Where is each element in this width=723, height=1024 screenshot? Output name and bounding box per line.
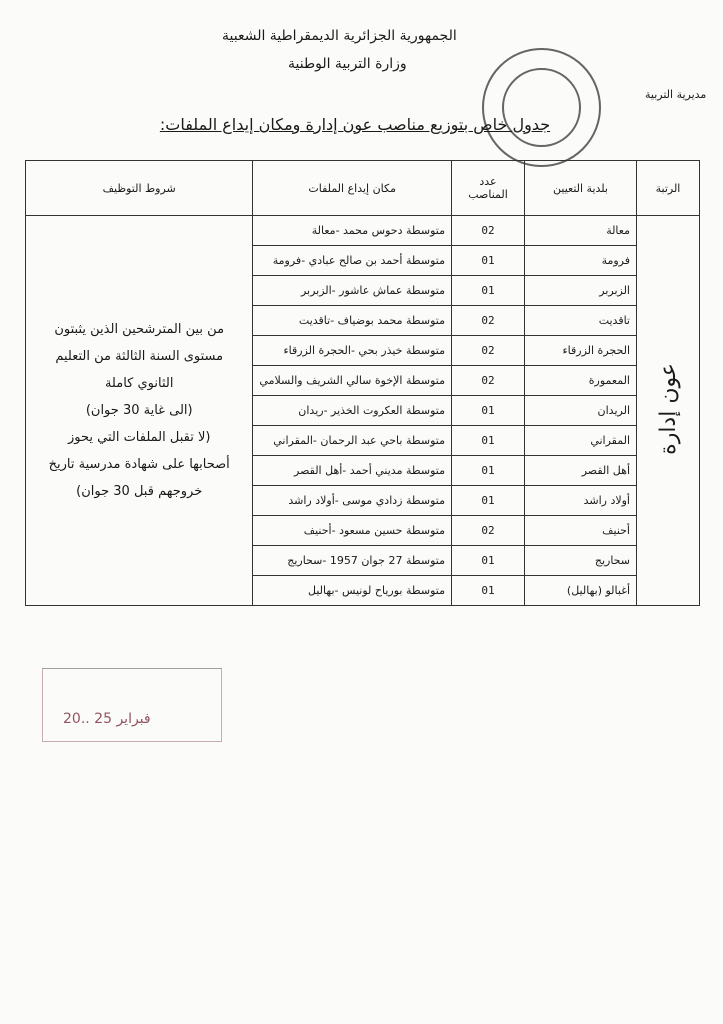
reception-stamp xyxy=(42,668,222,742)
baladiya-cell: الزبربر xyxy=(525,276,637,306)
condition-line: مستوى السنة الثالثة من التعليم xyxy=(55,349,224,364)
count-cell: 01 xyxy=(452,486,525,516)
baladiya-cell: الحجرة الزرقاء xyxy=(525,336,637,366)
place-cell: متوسطة محمد بوضياف -تاقديت xyxy=(253,306,452,336)
baladiya-cell: أهل القصر xyxy=(525,456,637,486)
condition-line: الثانوي كاملة xyxy=(104,376,174,391)
count-cell: 02 xyxy=(452,216,525,246)
condition-line: (الى غاية 30 جوان) xyxy=(85,403,193,418)
count-cell: 01 xyxy=(452,426,525,456)
col-conditions: شروط التوظيف xyxy=(26,161,253,216)
place-cell: متوسطة مديني أحمد -أهل القصر xyxy=(253,456,452,486)
place-cell: متوسطة زدادي موسى -أولاد راشد xyxy=(253,486,452,516)
place-cell: متوسطة باحي عبد الرحمان -المقراني xyxy=(253,426,452,456)
baladiya-cell: أولاد راشد xyxy=(525,486,637,516)
condition-line: (لا تقبل الملفات التي يحوز xyxy=(67,430,211,445)
baladiya-cell: أحنيف xyxy=(525,516,637,546)
baladiya-cell: المعمورة xyxy=(525,366,637,396)
place-cell: متوسطة حسين مسعود -أحنيف xyxy=(253,516,452,546)
place-cell: متوسطة العكروت الخذير -ريدان xyxy=(253,396,452,426)
place-cell: متوسطة الإخوة سالي الشريف والسلامي xyxy=(253,366,452,396)
col-count: عدد المناصب xyxy=(452,161,525,216)
directorate-label: مديرية التربية xyxy=(645,88,707,101)
count-cell: 01 xyxy=(452,546,525,576)
document-title: جدول خاص بتوزيع مناصب عون إدارة ومكان إيداع الملفات: xyxy=(159,115,551,134)
conditions-cell xyxy=(26,216,253,606)
baladiya-cell: الريدان xyxy=(525,396,637,426)
place-cell: متوسطة 27 جوان 1957 -سحاريج xyxy=(253,546,452,576)
count-cell: 01 xyxy=(452,396,525,426)
rank-cell xyxy=(637,216,700,606)
positions-table xyxy=(25,160,700,606)
official-seal xyxy=(482,48,601,167)
stamp-date: 20.. فبراير 25 xyxy=(63,711,151,727)
baladiya-cell: معالة xyxy=(525,216,637,246)
count-cell: 02 xyxy=(452,516,525,546)
count-cell: 01 xyxy=(452,576,525,606)
col-rank: الرتبة xyxy=(637,161,700,216)
place-cell: متوسطة بورياح لونيس -بهاليل xyxy=(253,576,452,606)
col-baladiya: بلدية التعيين xyxy=(525,161,637,216)
count-cell: 02 xyxy=(452,306,525,336)
count-cell: 02 xyxy=(452,336,525,366)
count-cell: 01 xyxy=(452,246,525,276)
place-cell: متوسطة عماش عاشور -الزبربر xyxy=(253,276,452,306)
ministry-heading: وزارة التربية الوطنية xyxy=(288,56,407,72)
condition-line: أصحابها على شهادة مدرسية تاريخ xyxy=(48,457,230,472)
col-place: مكان إيداع الملفات xyxy=(253,161,452,216)
count-cell: 01 xyxy=(452,276,525,306)
condition-line: خروجهم قبل 30 جوان) xyxy=(76,484,203,499)
republic-heading: الجمهورية الجزائرية الديمقراطية الشعبية xyxy=(222,28,457,44)
table-row xyxy=(26,216,700,246)
table-header-row xyxy=(26,161,700,216)
place-cell: متوسطة خيذر بحي -الحجرة الزرقاء xyxy=(253,336,452,366)
place-cell: متوسطة أحمد بن صالح عبادي -فرومة xyxy=(253,246,452,276)
condition-line: من بين المترشحين الذين يثبتون xyxy=(54,322,225,337)
baladiya-cell: سحاريج xyxy=(525,546,637,576)
baladiya-cell: المقراني xyxy=(525,426,637,456)
baladiya-cell: تاقديت xyxy=(525,306,637,336)
rank-text: عون إدارة xyxy=(655,363,681,455)
count-cell: 01 xyxy=(452,456,525,486)
count-cell: 02 xyxy=(452,366,525,396)
baladiya-cell: فرومة xyxy=(525,246,637,276)
place-cell: متوسطة دحوس محمد -معالة xyxy=(253,216,452,246)
baladiya-cell: أغبالو (بهاليل) xyxy=(525,576,637,606)
